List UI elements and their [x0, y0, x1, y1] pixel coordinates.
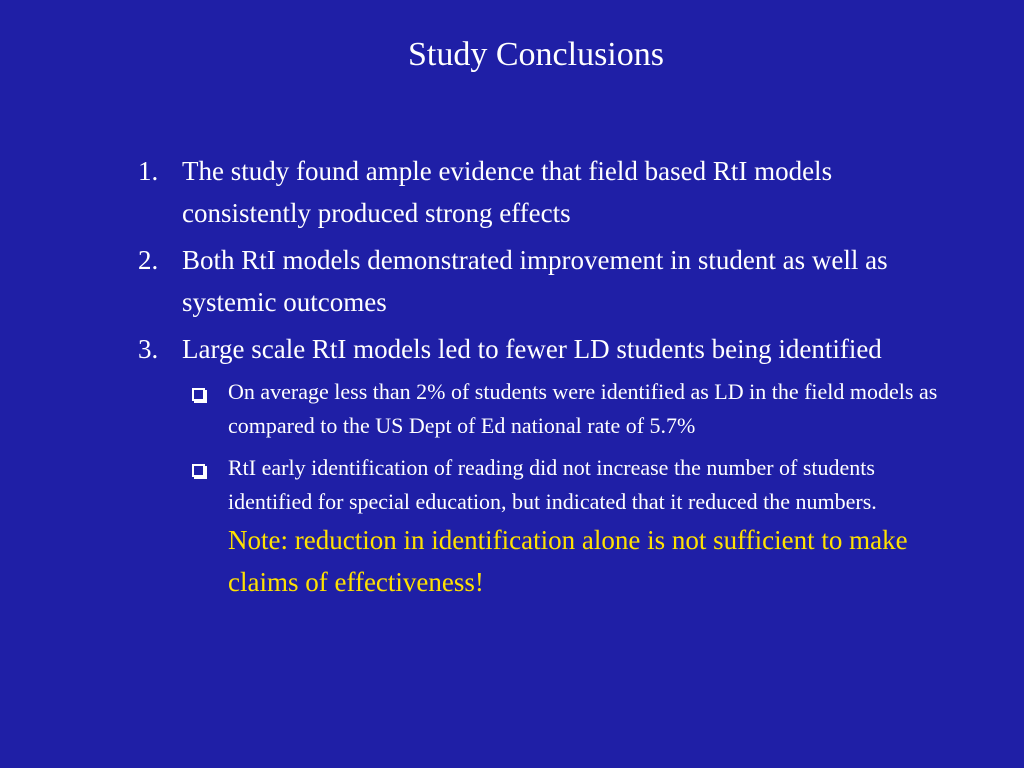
conclusion-item-3 [138, 328, 952, 370]
conclusions-list [138, 150, 958, 611]
item-number: 1. [138, 156, 159, 186]
sub-bullet-text: RtI early identification of reading did not increase the number of students identified for special education, but indicated that it reduced the numbers. [228, 455, 877, 514]
sub-bullet-list [190, 375, 958, 603]
item-text: Both RtI models demonstrated improvement in student as well as systemic outcomes [182, 245, 888, 317]
item-number: 3. [138, 334, 159, 364]
item-text: The study found ample evidence that field based RtI models consistently produced strong effects [182, 156, 833, 228]
checkbox-bullet-icon [192, 388, 205, 401]
sub-bullet-2 [190, 451, 940, 603]
checkbox-bullet-icon [192, 464, 205, 477]
conclusion-item-1 [138, 150, 952, 234]
slide-title: Study Conclusions [408, 36, 664, 73]
sub-bullet-text: On average less than 2% of students were identified as LD in the field models as compared to the US Dept of Ed national rate of 5.7% [228, 379, 938, 438]
conclusion-item-2 [138, 239, 952, 323]
item-number: 2. [138, 245, 159, 275]
effectiveness-note: Note: reduction in identification alone is not sufficient to make claims of effectiveness! [228, 525, 908, 597]
sub-bullet-1 [190, 375, 940, 443]
item-text: Large scale RtI models led to fewer LD students being identified [182, 334, 882, 364]
